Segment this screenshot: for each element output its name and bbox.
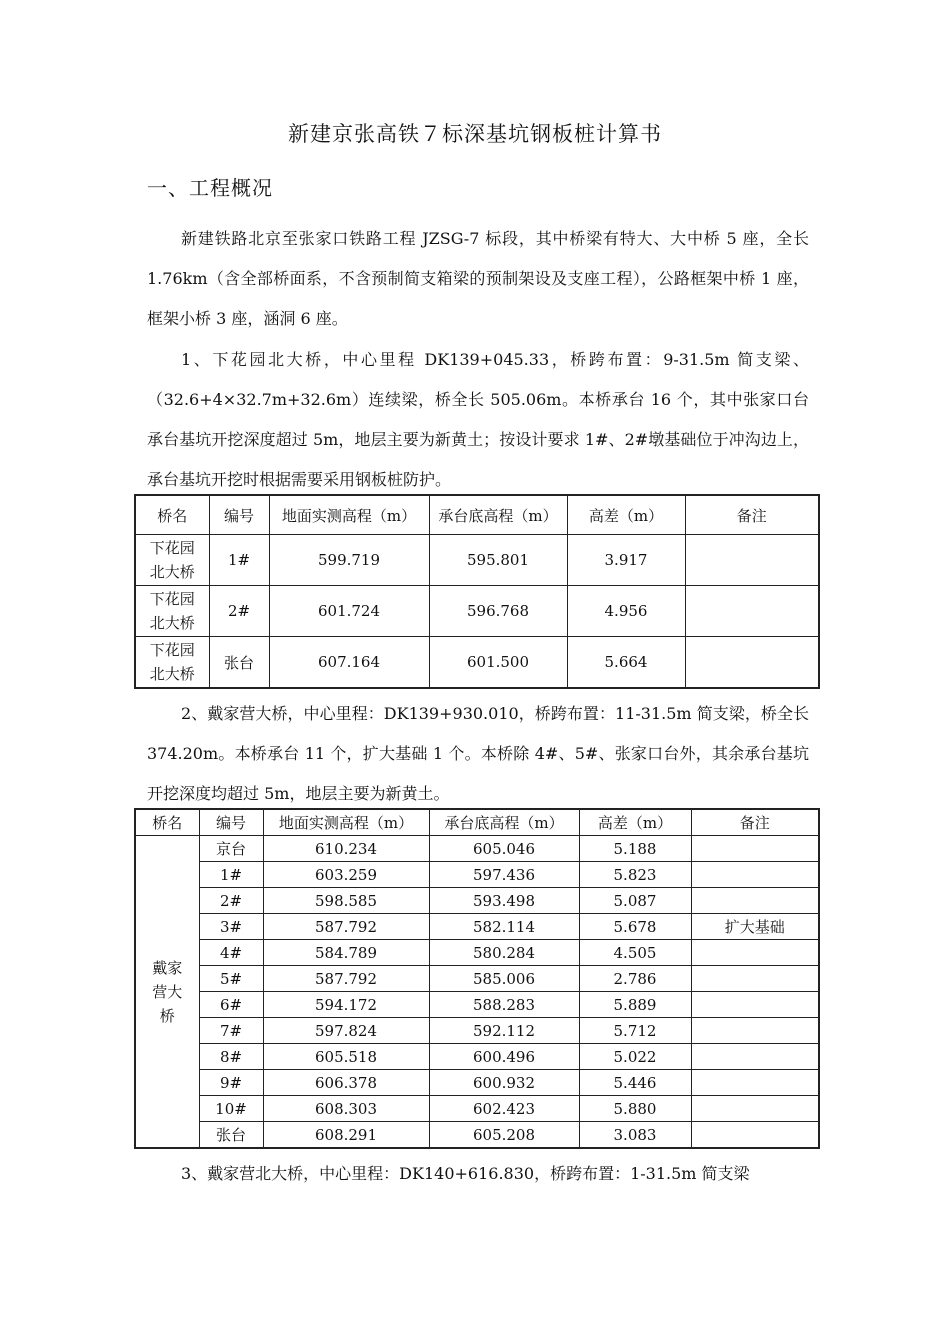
cell-base: 596.768 <box>429 586 567 637</box>
cell-ground: 587.792 <box>263 914 429 940</box>
cell-note <box>691 1018 819 1044</box>
cell-diff: 5.880 <box>579 1096 691 1122</box>
table-header-row <box>135 495 819 535</box>
cell-bridge: 下花园北大桥 <box>135 586 209 637</box>
header-id: 编号 <box>209 495 269 535</box>
cell-id: 8# <box>199 1044 263 1070</box>
header-note: 备注 <box>691 809 819 836</box>
cell-ground: 608.291 <box>263 1122 429 1149</box>
cell-note <box>691 888 819 914</box>
cell-base: 580.284 <box>429 940 579 966</box>
header-base-elevation: 承台底高程（m） <box>429 809 579 836</box>
bridge1-paragraph: 1、下花园北大桥，中心里程 DK139+045.33，桥跨布置：9-31.5m 简支梁、（32.6+4×32.7m+32.6m）连续梁，桥全长 505.06m。本桥承台 16 个，其中张家口台承台基坑开挖深度超过 5m，地层主要为新黄土；按设计要求 1#、2#墩基础位于冲沟边上，承台基坑开挖时根据需要采用钢板桩防护。 <box>147 350 809 489</box>
table-row <box>135 888 819 914</box>
cell-id: 2# <box>209 586 269 637</box>
table-row <box>135 1122 819 1149</box>
cell-ground: 605.518 <box>263 1044 429 1070</box>
cell-base: 605.046 <box>429 836 579 862</box>
cell-diff: 2.786 <box>579 966 691 992</box>
table-xiahuayuan <box>134 494 820 689</box>
cell-base: 600.496 <box>429 1044 579 1070</box>
cell-diff: 5.678 <box>579 914 691 940</box>
cell-id: 3# <box>199 914 263 940</box>
header-bridge-name: 桥名 <box>135 495 209 535</box>
cell-note <box>691 992 819 1018</box>
cell-bridge: 戴家营大桥 <box>135 836 199 1149</box>
table-row <box>135 586 819 637</box>
table-row <box>135 1044 819 1070</box>
cell-note <box>691 940 819 966</box>
table-row <box>135 914 819 940</box>
header-height-diff: 高差（m） <box>579 809 691 836</box>
cell-ground: 601.724 <box>269 586 429 637</box>
cell-id: 张台 <box>209 637 269 689</box>
table-row <box>135 1070 819 1096</box>
cell-base: 601.500 <box>429 637 567 689</box>
section-heading-overview: 一、工程概况 <box>147 176 273 200</box>
header-ground-elevation: 地面实测高程（m） <box>263 809 429 836</box>
cell-id: 1# <box>199 862 263 888</box>
header-base-elevation: 承台底高程（m） <box>429 495 567 535</box>
table-row <box>135 940 819 966</box>
cell-ground: 607.164 <box>269 637 429 689</box>
bridge3-paragraph: 3、戴家营北大桥，中心里程：DK140+616.830，桥跨布置：1-31.5m 简支梁 <box>181 1164 750 1183</box>
bridge2-paragraph: 2、戴家营大桥，中心里程：DK139+930.010，桥跨布置：11-31.5m 简支梁，桥全长 374.20m。本桥承台 11 个，扩大基础 1 个。本桥除 4#、5#、张家口台外，其余承台基坑开挖深度均超过 5m，地层主要为新黄土。 <box>147 704 815 803</box>
table-row <box>135 862 819 888</box>
cell-base: 593.498 <box>429 888 579 914</box>
cell-ground: 608.303 <box>263 1096 429 1122</box>
cell-base: 592.112 <box>429 1018 579 1044</box>
cell-id: 6# <box>199 992 263 1018</box>
cell-base: 600.932 <box>429 1070 579 1096</box>
cell-note <box>691 1070 819 1096</box>
table-daijiaying <box>134 808 820 1149</box>
cell-base: 602.423 <box>429 1096 579 1122</box>
cell-diff: 5.022 <box>579 1044 691 1070</box>
table-row <box>135 836 819 862</box>
cell-ground: 598.585 <box>263 888 429 914</box>
document-title: 新建京张高铁７标深基坑钢板桩计算书 <box>288 122 662 146</box>
cell-id: 京台 <box>199 836 263 862</box>
cell-bridge: 下花园北大桥 <box>135 637 209 689</box>
cell-note <box>685 535 819 586</box>
cell-note <box>685 586 819 637</box>
header-note: 备注 <box>685 495 819 535</box>
table-row <box>135 1096 819 1122</box>
cell-diff: 5.188 <box>579 836 691 862</box>
cell-id: 张台 <box>199 1122 263 1149</box>
cell-id: 1# <box>209 535 269 586</box>
cell-diff: 3.917 <box>567 535 685 586</box>
cell-id: 7# <box>199 1018 263 1044</box>
cell-ground: 606.378 <box>263 1070 429 1096</box>
cell-note <box>691 966 819 992</box>
header-ground-elevation: 地面实测高程（m） <box>269 495 429 535</box>
cell-note <box>685 637 819 689</box>
table-header-row <box>135 809 819 836</box>
cell-id: 5# <box>199 966 263 992</box>
cell-ground: 597.824 <box>263 1018 429 1044</box>
cell-ground: 610.234 <box>263 836 429 862</box>
cell-base: 605.208 <box>429 1122 579 1149</box>
cell-diff: 5.712 <box>579 1018 691 1044</box>
cell-id: 9# <box>199 1070 263 1096</box>
cell-base: 597.436 <box>429 862 579 888</box>
cell-ground: 603.259 <box>263 862 429 888</box>
cell-id: 10# <box>199 1096 263 1122</box>
cell-base: 588.283 <box>429 992 579 1018</box>
header-id: 编号 <box>199 809 263 836</box>
table-row <box>135 1018 819 1044</box>
cell-diff: 3.083 <box>579 1122 691 1149</box>
table-row <box>135 992 819 1018</box>
cell-bridge: 下花园北大桥 <box>135 535 209 586</box>
cell-diff: 5.446 <box>579 1070 691 1096</box>
cell-ground: 599.719 <box>269 535 429 586</box>
cell-ground: 587.792 <box>263 966 429 992</box>
cell-diff: 5.823 <box>579 862 691 888</box>
cell-note: 扩大基础 <box>691 914 819 940</box>
cell-diff: 5.664 <box>567 637 685 689</box>
header-bridge-name: 桥名 <box>135 809 199 836</box>
cell-note <box>691 1122 819 1149</box>
cell-base: 582.114 <box>429 914 579 940</box>
cell-diff: 4.956 <box>567 586 685 637</box>
cell-note <box>691 1096 819 1122</box>
cell-base: 595.801 <box>429 535 567 586</box>
cell-diff: 4.505 <box>579 940 691 966</box>
cell-diff: 5.087 <box>579 888 691 914</box>
cell-note <box>691 1044 819 1070</box>
cell-note <box>691 862 819 888</box>
cell-ground: 584.789 <box>263 940 429 966</box>
cell-diff: 5.889 <box>579 992 691 1018</box>
cell-base: 585.006 <box>429 966 579 992</box>
table-row <box>135 966 819 992</box>
cell-ground: 594.172 <box>263 992 429 1018</box>
cell-id: 4# <box>199 940 263 966</box>
cell-id: 2# <box>199 888 263 914</box>
table-row <box>135 535 819 586</box>
table-row <box>135 637 819 689</box>
cell-note <box>691 836 819 862</box>
header-height-diff: 高差（m） <box>567 495 685 535</box>
intro-paragraph: 新建铁路北京至张家口铁路工程 JZSG-7 标段，其中桥梁有特大、大中桥 5 座，全长 1.76km（含全部桥面系，不含预制简支箱梁的预制架设及支座工程），公路框架中桥 1 座，框架小桥 3 座，涵洞 6 座。 <box>147 229 815 328</box>
